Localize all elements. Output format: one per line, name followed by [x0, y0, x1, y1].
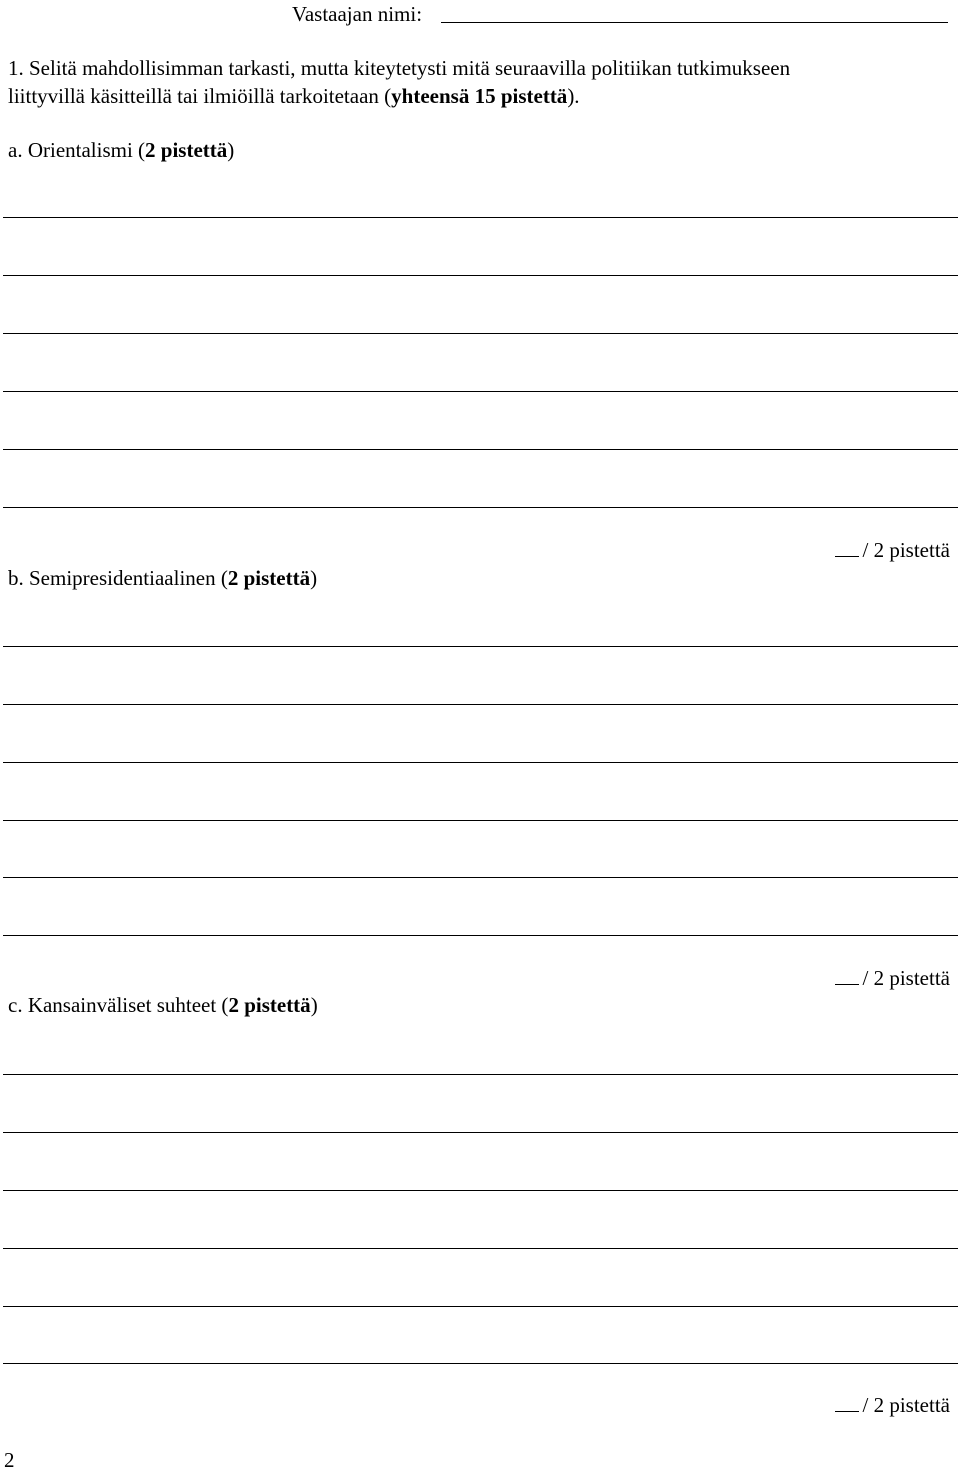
- item-c-points: 2 pistettä: [228, 993, 311, 1017]
- answer-line[interactable]: [3, 704, 958, 705]
- answer-line[interactable]: [3, 391, 958, 392]
- answer-line[interactable]: [3, 217, 958, 218]
- answer-line[interactable]: [3, 820, 958, 821]
- answer-line[interactable]: [3, 507, 958, 508]
- question-text-suffix: ).: [567, 84, 580, 108]
- score-blank[interactable]: [835, 1393, 859, 1412]
- item-b-points: 2 pistettä: [227, 566, 311, 590]
- question-text-prefix: liittyvillä käsitteillä tai ilmiöillä tarkoitetaan (: [8, 84, 392, 108]
- item-a-score: / 2 pistettä: [835, 538, 951, 563]
- question-text-line-2: [8, 84, 580, 109]
- score-blank[interactable]: [835, 538, 859, 557]
- respondent-name-label: Vastaajan nimi:: [292, 2, 423, 26]
- answer-line[interactable]: [3, 1306, 958, 1307]
- page-number: 2: [4, 1448, 15, 1472]
- item-c-label: c. Kansainväliset suhteet (2 pistettä): [8, 993, 318, 1017]
- item-b-score: / 2 pistettä: [835, 966, 951, 991]
- answer-line[interactable]: [3, 333, 958, 334]
- answer-line[interactable]: [3, 1132, 958, 1133]
- item-a-points: 2 pistettä: [145, 138, 228, 162]
- answer-line[interactable]: [3, 762, 958, 763]
- answer-line[interactable]: [3, 1248, 958, 1249]
- score-blank[interactable]: [835, 966, 859, 985]
- answer-line[interactable]: [3, 275, 958, 276]
- answer-line[interactable]: [3, 1363, 958, 1364]
- answer-line[interactable]: [3, 449, 958, 450]
- answer-line[interactable]: [3, 935, 958, 936]
- answer-line[interactable]: [3, 1190, 958, 1191]
- item-c-score: / 2 pistettä: [835, 1393, 951, 1418]
- answer-line[interactable]: [3, 646, 958, 647]
- question-text-line-1: 1. Selitä mahdollisimman tarkasti, mutta kiteytetysti mitä seuraavilla politiikan tutkimukseen: [8, 56, 791, 80]
- question-total-points: yhteensä 15 pistettä: [391, 84, 568, 108]
- answer-line[interactable]: [3, 877, 958, 878]
- respondent-name-field[interactable]: [441, 22, 948, 23]
- item-a-label: a. Orientalismi (2 pistettä): [8, 138, 235, 162]
- answer-line[interactable]: [3, 1074, 958, 1075]
- item-b-label: b. Semipresidentiaalinen (2 pistettä): [8, 566, 318, 590]
